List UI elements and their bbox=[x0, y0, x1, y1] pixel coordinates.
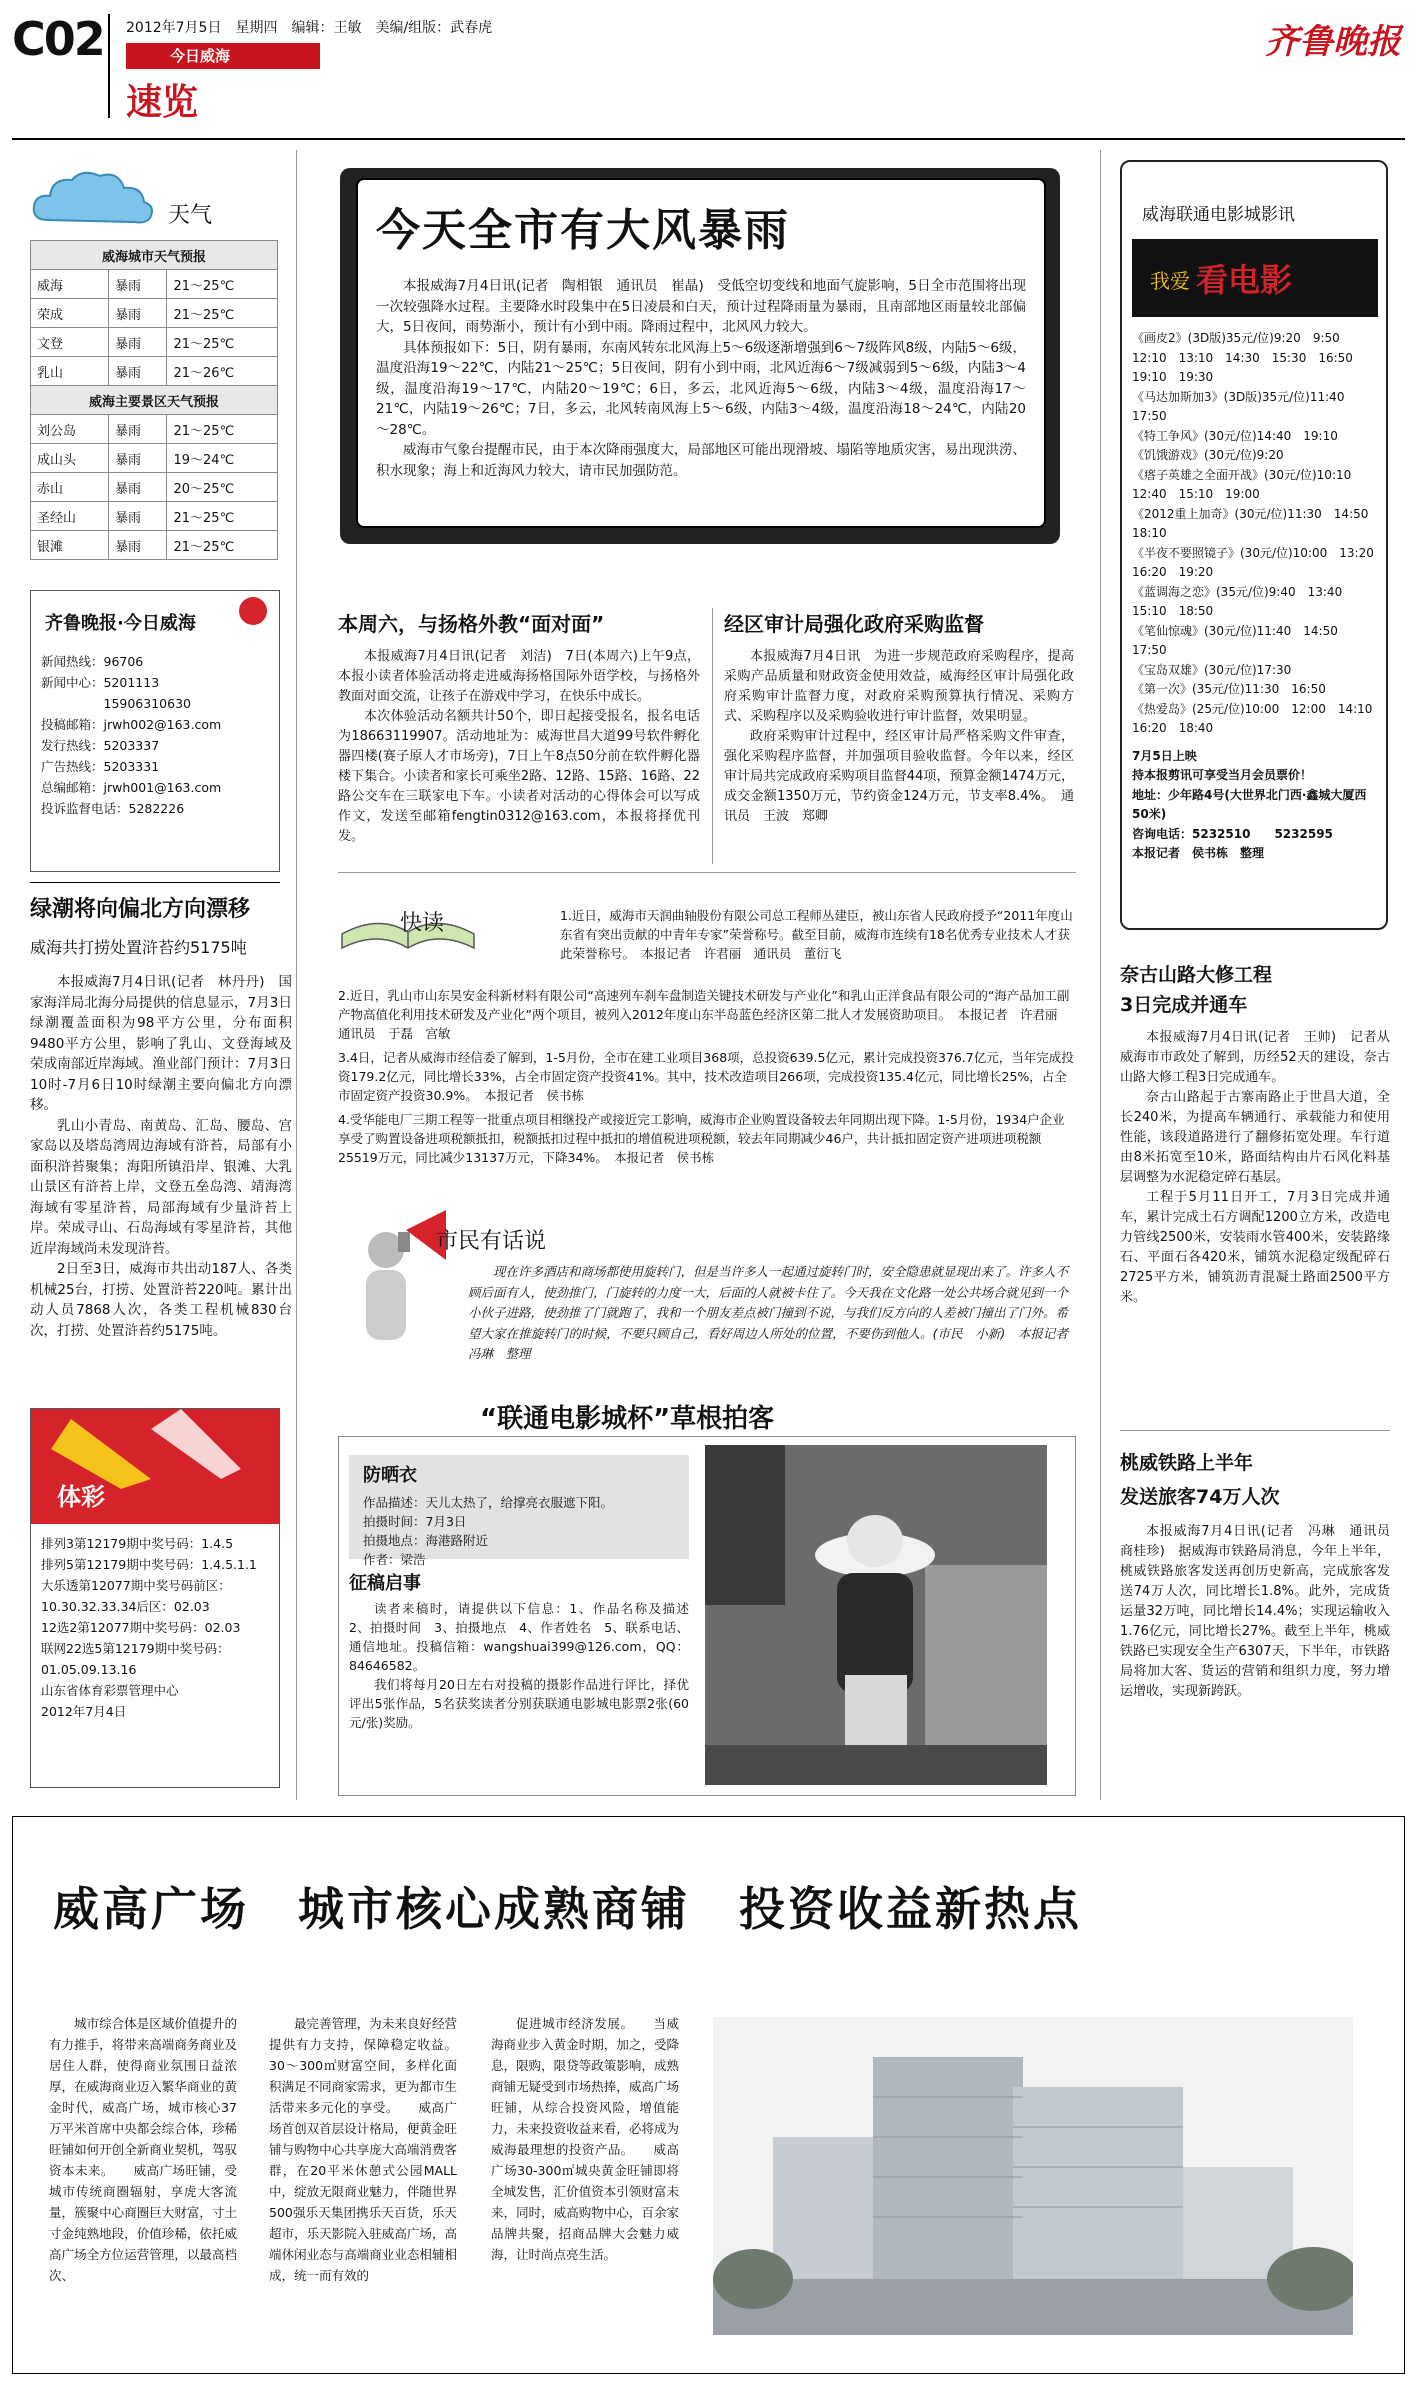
paragraph: 本次体验活动名额共计50个，即日起接受报名，报名电话为18663119907。活动地址为：威海世昌大道99号软件孵化器四楼(赛子原人才市场旁)，7日上午8点50分前在软件孵化器楼下集合。小读者和家长可乘坐2路、12路、15路、16路、22路公交车在三联家电下车。小读者对活动的心得体会可以写成作文，发送至邮箱fengtin0312@163.com，本报将择优刊发。 bbox=[338, 709, 700, 844]
issue-weekday: 星期四 bbox=[235, 20, 278, 36]
paragraph: 本报威海7月4日讯(记者 刘洁) 7日(本周六)上午9点，本报小读者体验活动将走进威海扬格国际外语学校，与扬格外教面对面交流，让孩子在游戏中学习，在快乐中成长。 bbox=[338, 649, 700, 704]
weather-title: 天气 bbox=[168, 203, 213, 228]
solicit-title: 征稿启事 bbox=[349, 1573, 421, 1594]
weather-section bbox=[30, 162, 278, 562]
designer: 美编/组版：武春虎 bbox=[375, 20, 493, 36]
headline: 本周六，与扬格外教“面对面” bbox=[338, 612, 605, 636]
paper-logo: 齐鲁晚报 bbox=[1265, 22, 1401, 62]
paragraph: 政府采购审计过程中，经区审计局严格采购文件审查，强化采购程序监督，并加强项目验收监督。今年以来，经区审计局共完成政府采购项目监督44项，预算金额1474万元，成交金额1350万元，节约资金124万元，节支率8.4%。 通讯员 王波 郑卿 bbox=[724, 729, 1074, 824]
kuaidu-section bbox=[338, 880, 1076, 1210]
headline: 奈古山路大修工程 bbox=[1120, 964, 1273, 986]
cinema-title: 威海联通电影城影讯 bbox=[1142, 205, 1295, 225]
solicit-block bbox=[349, 1569, 702, 1732]
paragraph: 本报威海7月4日讯 为进一步规范政府采购程序，提高采购产品质量和财政资金使用效益，威海经区审计局强化政府采购审计监督力度，对政府采购预算执行情况、采购方式、采购程序以及采购验收进行审计监督，效果明显。 bbox=[724, 649, 1074, 724]
headline-line2: 发送旅客74万人次 bbox=[1120, 1486, 1280, 1508]
section-tag-label: 今日威海 bbox=[170, 47, 231, 65]
paragraph: 威海市气象台提醒市民，由于本次降雨强度大，局部地区可能出现滑坡、塌陷等地质灾害，易出现洪涝、积水现象；海上和近海风力较大，请市民加强防范。 bbox=[376, 442, 1026, 479]
contact-lines: 新闻热线：96706 新闻中心：5201113 15906310630 投稿邮箱：jrwh002@163.com 发行热线：5203337 广告热线：5203331 总编邮箱：jrwh001@163.com 投诉监督电话：5282226 bbox=[41, 654, 222, 816]
rail-article bbox=[1120, 1446, 1404, 1796]
kuaidu-item: 1.近日，威海市天润曲轴股份有限公司总工程师丛建臣，被山东省人民政府授予“2011年度山东省有突出贡献的中青年专家”荣誉称号。截至目前，威海市连续有18名优秀专业技术人才获此荣誉称号。 本报记者 许君丽 通讯员 董衍飞 bbox=[560, 908, 1073, 961]
paragraph: 具体预报如下：5日，阴有暴雨，东南风转东北风海上5～6级逐渐增强到6～7级阵风8级，内陆5～6级，温度沿海19～22℃，内陆21～25℃；5日夜间，阴有小到中雨，北风近海6～7级减弱到5～6级，内陆3～4级，温度沿海19～17℃，内陆20～19℃；6日，多云，北风近海5～6级，内陆3～4级，温度沿海17～21℃，内陆19～26℃；7日，多云，北风转南风海上5～6级，内陆3～4级，温度沿海18～24℃，内陆20～28℃。 bbox=[376, 339, 1026, 438]
editor: 编辑：王敏 bbox=[291, 20, 362, 36]
lead-headline: 今天全市有大风暴雨 bbox=[376, 205, 790, 256]
paragraph: 本报威海7月4日讯(记者 林丹丹) 国家海洋局北海分局提供的信息显示，7月3日绿潮覆盖面积为98平方公里，分布面积9480平方公里，影响了乳山、文登海域及荣成南部近岸海域。渔业部门预计：7月3日10时-7月6日10时绿潮主要向偏北方向漂移。 bbox=[30, 974, 292, 1113]
list-item: 《笔仙惊魂》(30元/位)11:40 14:50 17:50 bbox=[1132, 623, 1350, 657]
cinema-reporter: 本报记者 侯书栋 整理 bbox=[1132, 846, 1265, 860]
paragraph: 工程于5月11日开工，7月3日完成并通车，累计完成土石方调配1200立方米，改造电力管线2500米，安装雨水管400米，安装路缘石、平面石各420米，铺筑水泥稳定级配碎石2725平方米，铺筑沥青混凝土路面2500平方米。 bbox=[1120, 1190, 1390, 1305]
list-item: 《瘩子英雄之全面开战》(30元/位)10:10 12:40 15:10 19:00 bbox=[1132, 467, 1364, 501]
ad-column: 最完善管理，为未来良好经营提供有力支持，保障稳定收益。30～300㎡财富空间，多样化面积满足不同商家需求，更为都市生活带来多元化的享受。 威高广场首创双首层设计格局，便黄金旺铺与购物中心共享庞大高端消费客群，在20平米休憩式公园MALL中，绽放无限商业魅力，伴随世界500强乐天集团携乐天百货，乐天超市，乐天影院入驻威高广场，高端休闲业态与高端商业业态相辅相成，统一而有效的 bbox=[269, 2016, 457, 2283]
table-row: 乳山 暴雨 21～26℃ bbox=[31, 357, 278, 386]
table-row: 赤山 暴雨 20～25℃ bbox=[31, 473, 278, 502]
list-item: 《2012重上加奇》(30元/位)11:30 14:50 18:10 bbox=[1132, 506, 1381, 540]
headline: 绿潮将向偏北方向漂移 bbox=[30, 897, 251, 922]
paragraph: 乳山小青岛、南黄岛、汇岛、腰岛、宫家岛以及塔岛湾周边海域有浒苔，局部有小面积浒苔聚集；海阳所镇沿岸、银滩、大乳山景区有浒苔上岸，文登五垒岛湾、靖海湾海域有零星浒苔，局部海域有少量浒苔上岸。荣成寻山、石岛海域有零星浒苔，其他近岸海域尚未发现浒苔。 bbox=[30, 1117, 292, 1257]
citizen-voice-title: 市民有话说 bbox=[436, 1229, 547, 1254]
contact-box bbox=[30, 590, 280, 872]
lottery-lines: 排列3第12179期中奖号码：1.4.5 排列5第12179期中奖号码：1.4.5.1.1 大乐透第12077期中奖号码前区：10.30.32.33.34后区：02.03 12选2第12077期中奖号码：02.03 联网22选5第12179期中奖号码：01.05.09.13.16 山东省体育彩票管理中心 2012年7月4日 bbox=[41, 1536, 257, 1719]
scenic-weather-header: 威海主要景区天气预报 bbox=[31, 386, 278, 415]
table-row: 荣成 暴雨 21～25℃ bbox=[31, 299, 278, 328]
kuaidu-item: 4.受华能电厂三期工程等一批重点项目相继投产或接近完工影响，威海市企业购置设备较去年同期出现下降。1-5月份，1934户企业享受了购置设备进项税额抵扣，税额抵扣过程中抵扣的增值税进项税额，较去年同期减少46户，共计抵扣固定资产进项进项税额25519万元，同比减少13137万元，下降34%。 本报记者 侯书栋 bbox=[338, 1112, 1065, 1165]
cinema-box bbox=[1120, 160, 1388, 930]
list-item: 《画皮2》(3D版)35元/位)9:20 9:50 12:10 13:10 14:30 15:30 16:50 19:10 19:30 bbox=[1132, 331, 1365, 384]
solicit-note: 我们将每月20日左右对投稿的摄影作品进行评比，择优评出5张作品，5名获奖读者分别获联通电影城电影票2张(60元/张)奖励。 bbox=[349, 1677, 689, 1730]
member-note: 持本报剪讯可享受当月会员票价！ bbox=[1132, 768, 1313, 782]
entry-name: 防晒衣 bbox=[363, 1465, 417, 1486]
table-row: 成山头 暴雨 19～24℃ bbox=[31, 444, 278, 473]
list-item: 《宝岛双雄》(30元/位)17:30 bbox=[1132, 662, 1292, 677]
kuaidu-item: 3.4日，记者从威海市经信委了解到，1-5月份，全市在建工业项目368项，总投资639.5亿元，累计完成投资376.7亿元，当年完成投资179.2亿元，同比增长33%，占全市固定资产投资41%。其中，技术改造项目266项，完成投资135.4亿元，同比增长25%，占全市固定资产投资30.9%。 本报记者 侯书栋 bbox=[338, 1050, 1074, 1103]
list-item: 《特工争风》(30元/位)14:40 19:10 bbox=[1132, 428, 1338, 443]
cinema-banner bbox=[1132, 239, 1378, 317]
news-audit bbox=[724, 608, 1074, 878]
header-meta bbox=[126, 18, 492, 38]
page-number: C02 bbox=[12, 12, 104, 66]
list-item: 《热爱岛》(25元/位)10:00 12:00 14:10 16:20 18:40 bbox=[1132, 701, 1385, 735]
green-tide-article bbox=[30, 888, 292, 1408]
headline-line2: 3日完成并通车 bbox=[1120, 994, 1248, 1016]
table-row: 威海 暴雨 21～25℃ bbox=[31, 270, 278, 299]
paragraph: 本报威海7月4日讯(记者 冯琳 通讯员 商桂珍) 据威海市铁路局消息，今年上半年，桃威铁路旅客发送再创历史新高，完成旅客发送74万人次，同比增长1.8%。此外，完成货运量32万吨，同比增长14.4%；实现运输收入1.76亿元，同比增长27%。截至上半年，桃威铁路已实现安全生产6307天，下半年，市铁路局将加大客、货运的营销和组织力度，努力增运增收，实现新跨跃。 bbox=[1120, 1524, 1404, 1699]
ad-column: 促进城市经济发展。 当威海商业步入黄金时期，加之，受降息，限购，限贷等政策影响，成熟商铺无疑受到市场热捧，威高广场旺铺，从综合投资风险，增值能力，未来投资收益来看，必将成为威海最理想的投资产品。 威高广场30-300㎡城央黄金旺铺即将全城发售，汇价值资本引领财富未来，同时，威高购物中心，百余家品牌共聚，招商品牌大会魅力威海，让时尚点亮生活。 bbox=[491, 2016, 679, 2262]
road-article bbox=[1120, 960, 1390, 1380]
lottery-box bbox=[30, 1408, 280, 1788]
photo-contest-box bbox=[338, 1436, 1076, 1796]
list-item: 《第一次》(35元/位)11:30 16:50 bbox=[1132, 682, 1326, 696]
solicit-text: 读者来稿时，请提供以下信息：1、作品名称及描述 2、拍摄时间 3、拍摄地点 4、作者姓名 5、联系电话、通信地址。投稿信箱：wangshuai399@126.com，QQ：84646582。 bbox=[349, 1601, 702, 1673]
entry-author: 作者：梁浩 bbox=[363, 1552, 426, 1567]
headline: 桃威铁路上半年 bbox=[1120, 1452, 1254, 1474]
table-row: 银滩 暴雨 21～25℃ bbox=[31, 531, 278, 560]
citizen-voice-text: 现在许多酒店和商场都使用旋转门，但是当许多人一起通过旋转门时，安全隐患就显现出来了。许多人不顾后面有人，使劲推门，门旋转的力度一大，后面的人就被卡住了。今天我在文化路一处公共场合就见到一个小伙子进路，使劲推了门就跑了，我和一个朋友差点被门撞到不说，与我们反方向的人差被门撞出了门外。希望大家在推旋转门的时候，不要只顾自己，看好周边人所处的位置，不要伤到他人。(市民 小新) 本报记者 冯琳 整理 bbox=[468, 1264, 1081, 1361]
header-rule bbox=[12, 138, 1405, 140]
contest-photo bbox=[705, 1445, 1047, 1785]
issue-date: 2012年7月5日 bbox=[126, 20, 222, 36]
page-header bbox=[0, 0, 1417, 125]
list-item: 《半夜不要照镜子》(30元/位)10:00 13:20 16:20 19:20 bbox=[1132, 545, 1386, 579]
section-tag bbox=[126, 43, 320, 69]
cinema-phone: 咨询电话：5232510 5232595 bbox=[1132, 826, 1333, 841]
citizen-voice-section bbox=[338, 1210, 1081, 1390]
list-item: 《马达加斯加3》(3D版)35元/位)11:40 17:50 bbox=[1132, 389, 1357, 423]
city-weather-table bbox=[30, 240, 278, 560]
lead-story bbox=[356, 178, 1046, 528]
contact-title: 齐鲁晚报·今日威海 bbox=[45, 613, 196, 634]
header-divider bbox=[108, 14, 110, 118]
paragraph: 2日至3日，威海市共出动187人、各类机械25台，打捞、处置浒苔220吨。累计出动人员7868人次，各类工程机械830台次，打捞、处置浒苔约5175吨。 bbox=[30, 1261, 292, 1339]
entry-info bbox=[349, 1455, 689, 1567]
list-item: 《饥饿游戏》(30元/位)9:20 bbox=[1132, 448, 1284, 462]
table-row: 文登 暴雨 21～25℃ bbox=[31, 328, 278, 357]
cloud-icon bbox=[30, 168, 160, 230]
photo-contest-title: “联通电影城杯”草根拍客 bbox=[480, 1404, 775, 1434]
table-row: 圣经山 暴雨 21～25℃ bbox=[31, 502, 278, 531]
cinema-banner-pre: 我爱 bbox=[1150, 269, 1190, 293]
building-rendering bbox=[713, 2017, 1353, 2335]
lottery-title: 体彩 bbox=[57, 1483, 105, 1511]
showtime-list bbox=[1132, 329, 1386, 864]
table-row: 刘公岛 暴雨 21～25℃ bbox=[31, 415, 278, 444]
list-item: 《蓝调海之恋》(35元/位)9:40 13:40 15:10 18:50 bbox=[1132, 584, 1355, 618]
entry-desc: 作品描述：天儿太热了，给撑亮衣服遮下阳。 bbox=[363, 1495, 614, 1510]
ad-headline: 威高广场 城市核心成熟商铺 投资收益新热点 bbox=[53, 1882, 1082, 1936]
kuaidu-item: 2.近日，乳山市山东昊安金科新材料有限公司“高速列车刹车盘制造关键技术研发与产业化”和乳山正洋食品有限公司的“海产品加工副产物高值化利用技术研发及产业化”两个项目，被列入2012年度山东半岛蓝色经济区第二批人才发展资助项目。 本报记者 许君丽 通讯员 于磊 宫敏 bbox=[338, 988, 1071, 1041]
section-title: 速览 bbox=[126, 82, 199, 123]
headline: 经区审计局强化政府采购监督 bbox=[724, 612, 984, 636]
pin-icon bbox=[239, 597, 267, 625]
subtitle: 威海共打捞处置浒苔约5175吨 bbox=[30, 938, 247, 957]
ad-column: 城市综合体是区域价值提升的有力推手，将带来高端商务商业及居住人群，使得商业氛围日益浓厚，在威海商业迈入繁华商业的黄金时代，威高广场，城市核心37万平米首席中央都会综合体，珍稀旺铺如何开创全新商业契机，驾驭资本未来。 威高广场旺铺，受城市传统商圈辐射，享虎大客流量，簇聚中心商圈巨大财富，寸土寸金纯熟地段，价值珍稀，依托威高广场全方位运营管理，以最高档次、 bbox=[49, 2016, 237, 2283]
paragraph: 本报威海7月4日讯(记者 王帅) 记者从威海市市政处了解到，历经52天的建设，奈古山路大修工程3日完成通车。 bbox=[1120, 1030, 1390, 1085]
release-date: 7月5日上映 bbox=[1132, 748, 1197, 763]
paragraph: 奈古山路起于古寨南路止于世昌大道，全长240米，为提高车辆通行、承载能力和使用性能，该段道路进行了翻修拓宽处理。车行道由8米拓宽至10米，路面结构由片石风化料基层调整为水泥稳定碎石基层。 bbox=[1120, 1090, 1390, 1185]
advertisement bbox=[12, 1816, 1405, 2374]
cinema-banner-main: 看电影 bbox=[1196, 261, 1293, 299]
news-foreign-teacher bbox=[338, 608, 700, 878]
kuaidu-title: 快读 bbox=[400, 911, 445, 936]
paragraph: 本报威海7月4日讯(记者 陶相银 通讯员 崔晶) 受低空切变线和地面气旋影响，5日全市范围将出现一次较强降水过程。主要降水时段集中在5日凌晨和白天，预计过程降雨量为暴雨，且南部地区雨量较北部偏大，5日夜间，雨势渐小，预计有小到中雨。降雨过程中，北风风力较大。 bbox=[376, 278, 1026, 335]
entry-time: 拍摄时间：7月3日 bbox=[363, 1514, 467, 1529]
cinema-address: 地址：少年路4号(大世界北门西·鑫城大厦西50米) bbox=[1132, 787, 1367, 821]
entry-place: 拍摄地点：海港路附近 bbox=[363, 1533, 489, 1548]
lottery-banner bbox=[31, 1409, 279, 1524]
city-weather-header: 威海城市天气预报 bbox=[31, 241, 278, 270]
